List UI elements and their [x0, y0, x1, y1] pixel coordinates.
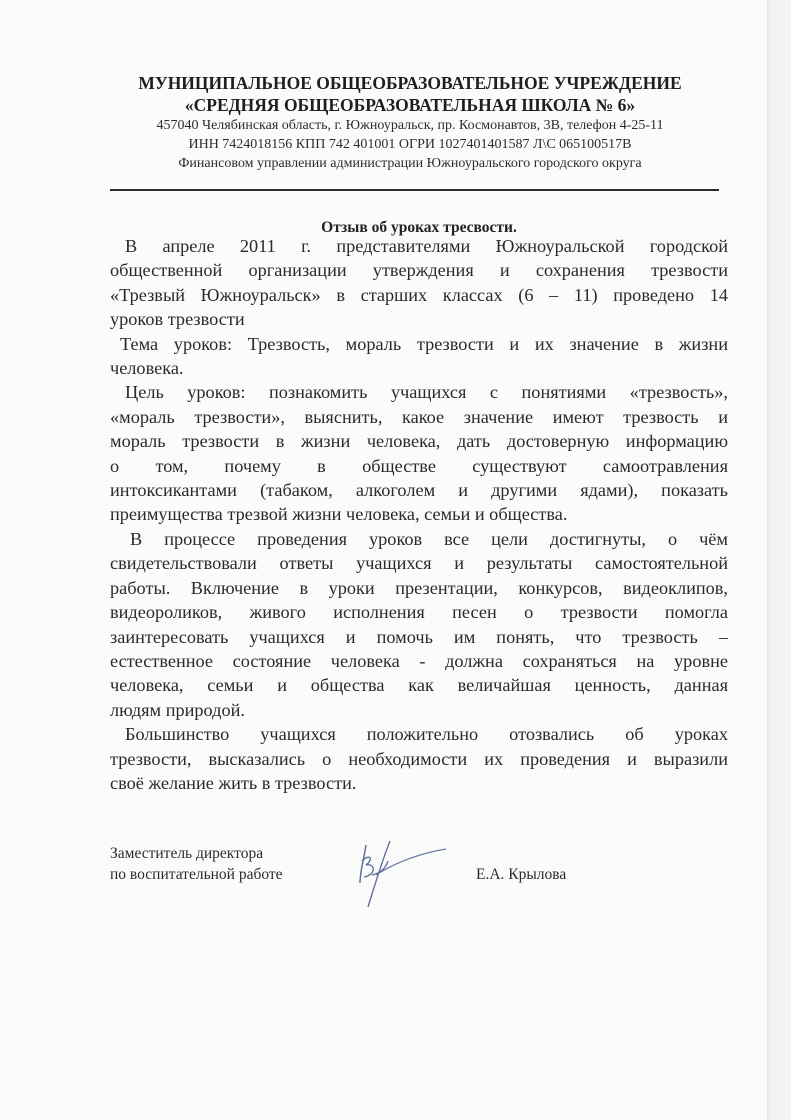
text-line: «Трезвый Южноуральск» в старших классах (6 – 11) проведено 14 — [110, 284, 728, 305]
text-line: заинтересовать учащихся и помочь им понять, что трезвость – — [110, 626, 728, 647]
signatory-role-line2: по воспитательной работе — [110, 866, 283, 883]
text-line: В апреле 2011 г. представителями Южноуральской городской — [125, 236, 728, 256]
text-line: свидетельствовали ответы учащихся и результаты самостоятельной — [110, 553, 728, 574]
text-line: своё желание жить в трезвости. — [110, 772, 357, 793]
signatory-role — [110, 843, 283, 885]
letterhead-divider — [110, 189, 719, 191]
text-line: Большинство учащихся положительно отозвались об уроках — [125, 724, 728, 745]
signatory-name: Е.А. Крылова — [476, 866, 567, 883]
text-line: естественное состояние человека - должна сохраняться на уровне — [110, 650, 728, 671]
letterhead — [100, 72, 720, 173]
text-line: видеороликов, живого исполнения песен о трезвости помогла — [110, 602, 728, 623]
text-line: мораль трезвости в жизни человека, дать достоверную информацию — [110, 431, 728, 452]
text-line: интоксикантами (табаком, алкоголем и другими ядами), показать — [110, 480, 728, 501]
signature-block — [110, 843, 630, 903]
text-line: преимущества трезвой жизни человека, семьи и общества. — [110, 504, 568, 525]
paragraph — [110, 234, 728, 332]
text-line: общественной организации утверждения и сохранения трезвости — [110, 260, 728, 281]
paragraph — [110, 380, 728, 526]
scan-margin — [770, 0, 791, 1120]
text-line: уроков трезвости — [110, 309, 245, 330]
institution-finance: Финансовом управлении администрации Южноуральского городского округа — [178, 156, 642, 171]
signatory-role-line1: Заместитель директора — [110, 845, 264, 862]
text-line: о том, почему в обществе существуют самоотравления — [110, 455, 728, 476]
institution-address: 457040 Челябинская область, г. Южноуральск, пр. Космонавтов, 3В, телефон 4-25-11 — [156, 118, 664, 133]
paragraph — [110, 527, 728, 722]
signature-icon — [346, 831, 456, 911]
document-body — [110, 234, 728, 795]
text-line: работы. Включение в уроки презентации, конкурсов, видеоклипов, — [110, 577, 728, 598]
text-line: В процессе проведения уроков все цели достигнуты, о чём — [130, 528, 728, 549]
institution-name-line1: МУНИЦИПАЛЬНОЕ ОБЩЕОБРАЗОВАТЕЛЬНОЕ УЧРЕЖДЕНИЕ — [138, 73, 682, 93]
paragraph — [110, 332, 728, 381]
text-line: человека. — [110, 358, 184, 379]
institution-requisites: ИНН 7424018156 КПП 742 401001 ОГРИ 1027401401587 Л\С 065100517В — [188, 137, 632, 152]
text-line: человека, семьи и общества как величайшая ценность, данная — [110, 675, 728, 696]
document-title: Отзыв об уроках тресвости. — [321, 219, 517, 236]
text-line: Тема уроков: Трезвость, мораль трезвости и их значение в жизни — [120, 333, 728, 354]
institution-name-line2: «СРЕДНЯЯ ОБЩЕОБРАЗОВАТЕЛЬНАЯ ШКОЛА № 6» — [184, 95, 636, 115]
text-line: Цель уроков: познакомить учащихся с понятиями «трезвость», — [125, 382, 728, 403]
text-line: «мораль трезвости», выяснить, какое значение имеют трезвость и — [110, 406, 728, 427]
paragraph — [110, 722, 728, 795]
text-line: людям природой. — [110, 699, 245, 720]
text-line: трезвости, высказались о необходимости их проведения и выразили — [110, 748, 728, 769]
